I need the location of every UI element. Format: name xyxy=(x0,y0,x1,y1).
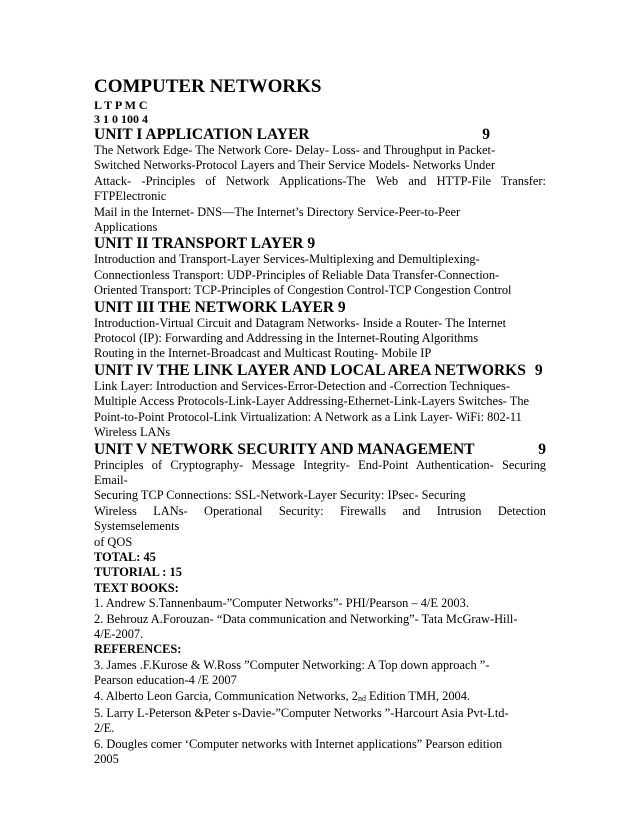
unit-5-line: Systemselements xyxy=(94,519,180,534)
reference-text: 4. Alberto Leon Garcia, Communication Networks, 2 xyxy=(94,688,358,703)
unit-1-line: FTPElectronic xyxy=(94,189,167,204)
unit-2-line: Oriented Transport: TCP-Principles of Congestion Control-TCP Congestion Control xyxy=(94,283,512,298)
unit-1-line: Mail in the Internet- DNS—The Internet’s Directory Service-Peer-to-Peer xyxy=(94,204,461,219)
reference-line: 2/E. xyxy=(94,721,115,736)
unit-3-line: Introduction-Virtual Circuit and Datagram Networks- Inside a Router- The Internet xyxy=(94,315,507,330)
unit-1-line: Switched Networks-Protocol Layers and Their Service Models- Networks Under xyxy=(94,158,495,173)
unit-5-line: Principles of Cryptography- Message Integrity- End-Point Authentication- Securing xyxy=(94,457,546,472)
unit-2-title: UNIT II TRANSPORT LAYER 9 xyxy=(94,235,316,253)
unit-3-title: UNIT III THE NETWORK LAYER 9 xyxy=(94,298,346,316)
unit-1-line: Applications xyxy=(94,220,158,235)
text-book-line: 4/E-2007. xyxy=(94,626,144,641)
unit-4-title: UNIT IV THE LINK LAYER AND LOCAL AREA NETWORKS xyxy=(94,361,526,379)
reference-line: Pearson education-4 /E 2007 xyxy=(94,673,237,688)
unit-5-title: UNIT V NETWORK SECURITY AND MANAGEMENT xyxy=(94,440,475,458)
reference-line: 3. James .F.Kurose & W.Ross ”Computer Networking: A Top down approach ”- xyxy=(94,657,490,672)
unit-1-heading xyxy=(94,126,546,143)
unit-1-line: The Network Edge- The Network Core- Delay- Loss- and Throughput in Packet- xyxy=(94,143,496,157)
text-book-line: 1. Andrew S.Tannenbaum-”Computer Networks”- PHI/Pearson – 4/E 2003. xyxy=(94,596,469,611)
unit-3-line: Protocol (IP): Forwarding and Addressing in the Internet-Routing Algorithms xyxy=(94,331,479,346)
unit-5-line: Wireless LANs- Operational Security: Firewalls and Intrusion Detection xyxy=(94,503,546,518)
unit-5-line: of QOS xyxy=(94,534,133,549)
unit-2-line: Connectionless Transport: UDP-Principles of Reliable Data Transfer-Connection- xyxy=(94,267,500,282)
unit-4-line: Link Layer: Introduction and Services-Error-Detection and -Correction Techniques- xyxy=(94,378,510,393)
unit-5-hours: 9 xyxy=(538,440,546,458)
total-hours: TOTAL: 45 xyxy=(94,549,156,564)
unit-1-hours: 9 xyxy=(482,126,490,143)
tutorial-hours: TUTORIAL : 15 xyxy=(94,565,182,580)
reference-line xyxy=(94,689,546,706)
unit-2-line: Introduction and Transport-Layer Services-Multiplexing and Demultiplexing- xyxy=(94,252,480,267)
unit-1-line: Attack- -Principles of Network Applications-The Web and HTTP-File Transfer: xyxy=(94,173,546,188)
ordinal-suffix: nd xyxy=(357,693,366,703)
unit-4-hours: 9 xyxy=(534,361,543,379)
reference-text: Edition TMH, 2004. xyxy=(365,688,470,703)
unit-5-heading xyxy=(94,441,546,458)
unit-2-heading xyxy=(94,235,546,252)
unit-5-line: Email- xyxy=(94,472,128,487)
text-books-heading: TEXT BOOKS: xyxy=(94,580,179,595)
reference-line: 5. Larry L-Peterson &Peter s-Davie-”Computer Networks ”-Harcourt Asia Pvt-Ltd- xyxy=(94,706,509,720)
unit-3-line: Routing in the Internet-Broadcast and Multicast Routing- Mobile IP xyxy=(94,346,432,361)
document-title: COMPUTER NETWORKS xyxy=(94,76,322,97)
unit-4-line: Wireless LANs xyxy=(94,425,171,440)
document-page xyxy=(94,76,546,768)
unit-4-line: Point-to-Point Protocol-Link Virtualization: A Network as a Link Layer- WiFi: 802-11 xyxy=(94,409,522,424)
unit-1-title: UNIT I APPLICATION LAYER xyxy=(94,126,310,143)
text-book-line: 2. Behrouz A.Forouzan- “Data communication and Networking”- Tata McGraw-Hill- xyxy=(94,611,518,626)
ltpmc-values: 3 1 0 100 4 xyxy=(94,112,148,126)
ltpmc-header: L T P M C xyxy=(94,98,148,112)
unit-5-line: Securing TCP Connections: SSL-Network-Layer Security: IPsec- Securing xyxy=(94,488,466,503)
unit-4-heading xyxy=(94,362,546,379)
reference-line: 2005 xyxy=(94,752,119,767)
references-heading: REFERENCES: xyxy=(94,642,182,657)
reference-line: 6. Dougles comer ‘Computer networks with Internet applications” Pearson edition xyxy=(94,736,503,751)
unit-3-heading xyxy=(94,299,546,316)
unit-4-line: Multiple Access Protocols-Link-Layer Addressing-Ethernet-Link-Layers Switches- The xyxy=(94,394,530,409)
